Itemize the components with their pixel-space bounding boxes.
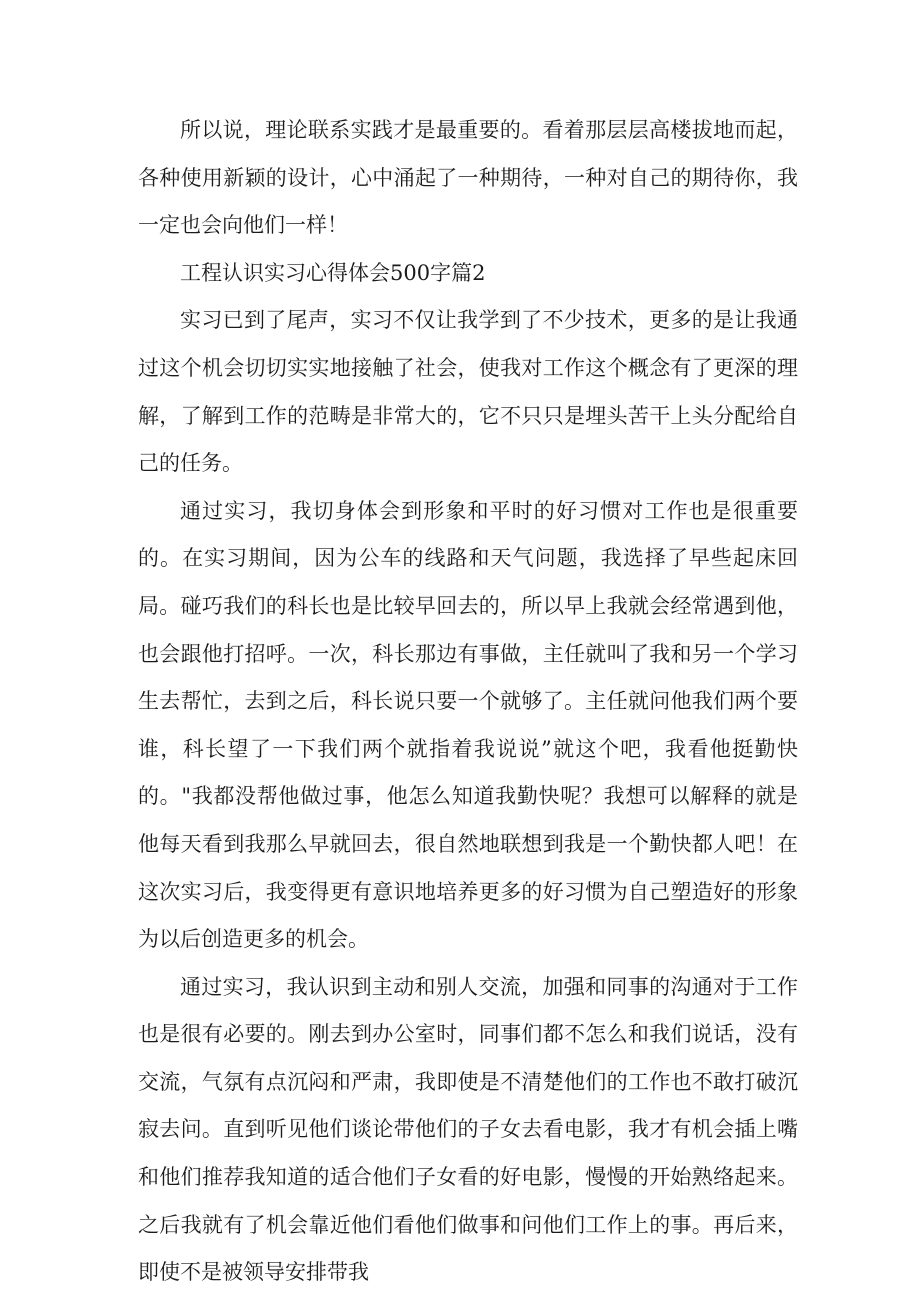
paragraph-habits: 通过实习，我切身体会到形象和平时的好习惯对工作也是很重要的。在实习期间，因为公车的线路和天气问题，我选择了早些起床回局。碰巧我们的科长也是比较早回去的，所以早上我就会经常遇到他，也会跟他打招呼。一次，科长那边有事做，主任就叫了我和另一个学习生去帮忙，去到之后，科长说只要一个就够了。主任就问他我们两个要谁，科长望了一下我们两个就指着我说说”就这个吧，我看他挺勤快的。"我都没帮他做过事，他怎么知道我勤快呢？我想可以解释的就是他每天看到我那么早就回去，很自然地联想到我是一个勤快都人吧！在这次实习后，我变得更有意识地培养更多的好习惯为自己塑造好的形象为以后创造更多的机会。: [138, 498, 798, 952]
document-body: [138, 107, 798, 1297]
section-heading: 工程认识实习心得体会500字篇2: [180, 260, 486, 285]
paragraph-communication: 通过实习，我认识到主动和别人交流，加强和同事的沟通对于工作也是很有必要的。刚去到办公室时，同事们都不怎么和我们说话，没有交流，气氛有点沉闷和严肃，我即使是不清楚他们的工作也不敢打破沉寂去问。直到听见他们谈论带他们的子女去看电影，我才有机会插上嘴和他们推荐我知道的适合他们子女看的好电影，慢慢的开始熟络起来。之后我就有了机会靠近他们看他们做事和问他们工作上的事。再后来，即使不是被领导安排带我: [138, 974, 798, 1285]
paragraph-conclusion: 所以说，理论联系实践才是最重要的。看着那层层高楼拔地而起，各种使用新颖的设计，心中涌起了一种期待，一种对自己的期待你，我一定也会向他们一样！: [138, 118, 798, 238]
paragraph-intro: 实习已到了尾声，实习不仅让我学到了不少技术，更多的是让我通过这个机会切切实实地接触了社会，使我对工作这个概念有了更深的理解，了解到工作的范畴是非常大的，它不只只是埋头苦干上头分配给自己的任务。: [138, 308, 798, 476]
